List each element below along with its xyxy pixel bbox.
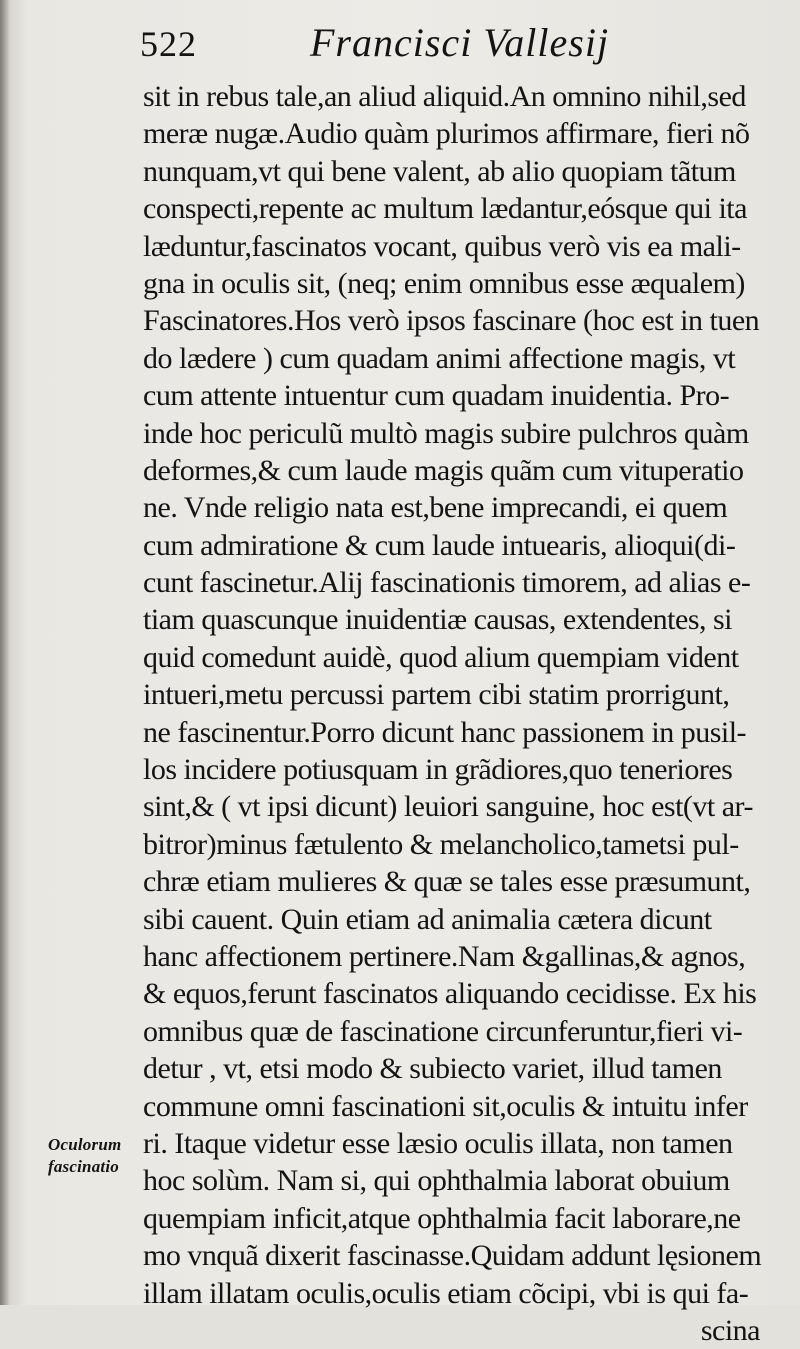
text-line: los incidere potiusquam in grãdiores,quo teneriores bbox=[143, 753, 733, 787]
text-line: quid comedunt auidè, quod alium quempiam vident bbox=[143, 640, 739, 674]
page-number: 522 bbox=[140, 24, 197, 64]
text-line: & equos,ferunt fascinatos aliquando cecidisse. Ex his bbox=[143, 977, 757, 1011]
text-line: sit in rebus tale,an aliud aliquid.An omnino nihil,sed bbox=[143, 80, 746, 113]
text-line: omnibus quæ de fascinatione circunferuntur,fieri vi- bbox=[143, 1014, 743, 1048]
text-line: deformes,& cum laude magis quãm cum vituperatio bbox=[143, 453, 744, 487]
text-line: sibi cauent. Quin etiam ad animalia cætera dicunt bbox=[143, 902, 712, 936]
gutter-shadow bbox=[0, 0, 10, 1305]
text-line: hanc affectionem pertinere.Nam &gallinas,& agnos, bbox=[143, 939, 746, 973]
text-line: illam illatam oculis,oculis etiam cõcipi, vbi is qui fa- bbox=[143, 1276, 749, 1310]
text-line: detur , vt, etsi modo & subiecto variet, illud tamen bbox=[143, 1052, 722, 1086]
text-line: tiam quascunque inuidentiæ causas, extendentes, si bbox=[143, 603, 733, 637]
text-line: gna in oculis sit, (neq; enim omnibus esse æqualem) bbox=[143, 266, 745, 300]
text-line: intueri,metu percussi partem cibi statim prorrigunt, bbox=[143, 678, 730, 712]
text-line: quempiam inficit,atque ophthalmia facit laborare,ne bbox=[143, 1201, 741, 1235]
running-title: Francisci Vallesij bbox=[310, 20, 610, 65]
marginal-note-line: fascinatio bbox=[48, 1157, 119, 1176]
text-line: do lædere ) cum quadam animi affectione magis, vt bbox=[143, 341, 736, 375]
text-line: bitror)minus fætulento & melancholico,tametsi pul- bbox=[143, 827, 739, 861]
marginal-note-line: Oculorum bbox=[48, 1135, 122, 1154]
text-line: læduntur,fascinatos vocant, quibus verò vis ea mali- bbox=[143, 229, 741, 263]
text-line: Fascinatores.Hos verò ipsos fascinare (hoc est in tuen bbox=[143, 304, 760, 338]
text-line: ne. Vnde religio nata est,bene imprecandi, ei quem bbox=[143, 491, 728, 525]
text-line: conspecti,repente ac multum lædantur,eósque qui ita bbox=[143, 192, 747, 226]
text-line: mo vnquã dixerit fascinasse.Quidam addunt lęsionem bbox=[143, 1239, 762, 1273]
marginal-note bbox=[48, 1134, 146, 1178]
text-line: hoc solùm. Nam si, qui ophthalmia laborat obuium bbox=[143, 1164, 730, 1198]
text-line: sint,& ( vt ipsi dicunt) leuiori sanguine, hoc est(vt ar- bbox=[143, 790, 753, 824]
text-line: chræ etiam mulieres & quæ se tales esse præsumunt, bbox=[143, 865, 751, 899]
text-line: meræ nugæ.Audio quàm plurimos affirmare, fieri nõ bbox=[143, 117, 750, 151]
text-line: inde hoc periculũ multò magis subire pulchros quàm bbox=[143, 416, 749, 450]
running-head bbox=[140, 20, 760, 70]
text-line: cunt fascinetur.Alij fascinationis timorem, ad alias e- bbox=[143, 566, 751, 600]
text-line: cum attente intuentur cum quadam inuidentia. Pro- bbox=[143, 379, 730, 413]
text-line: ri. Itaque videtur esse læsio oculis illata, non tamen bbox=[143, 1126, 733, 1160]
text-line: cum admiratione & cum laude intuearis, alioqui(di- bbox=[143, 528, 736, 562]
text-line: nunquam,vt qui bene valent, ab alio quopiam tãtum bbox=[143, 154, 736, 188]
text-line: ne fascinentur.Porro dicunt hanc passionem in pusil- bbox=[143, 715, 747, 749]
catchword: scina bbox=[700, 1313, 760, 1347]
body-text bbox=[143, 78, 768, 1349]
text-line: commune omni fascinationi sit,oculis & intuitu infer bbox=[143, 1089, 748, 1123]
